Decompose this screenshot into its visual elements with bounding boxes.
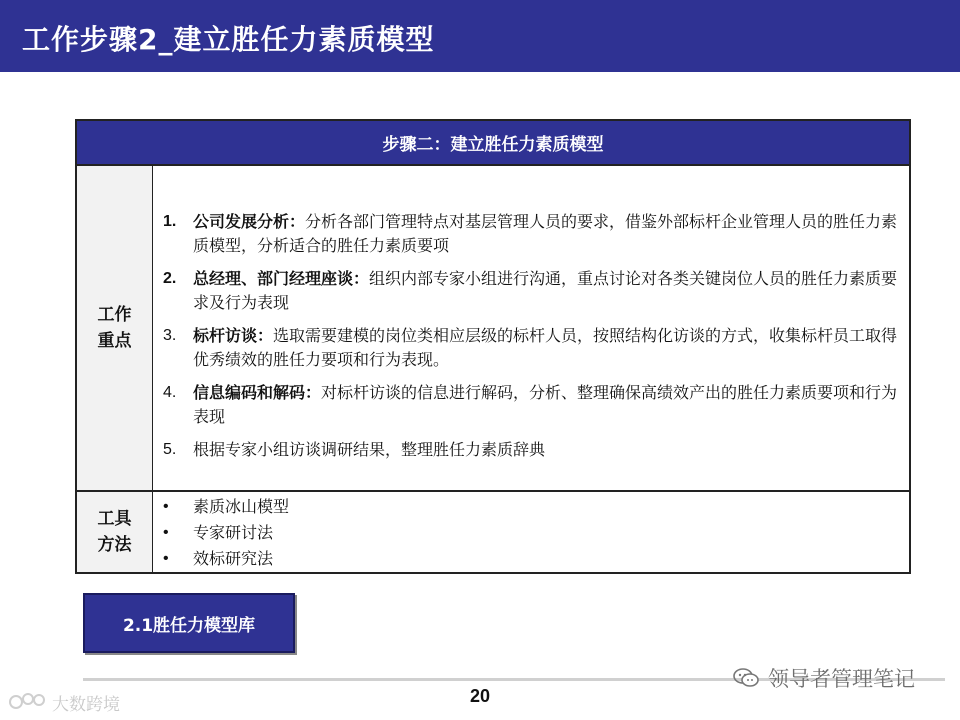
page-number: 20 [469, 686, 491, 706]
tools-label-line: 工具 [97, 509, 132, 529]
work-focus-label-cell [77, 166, 153, 490]
item-number: 4. [163, 384, 177, 401]
tool-text: 素质冰山模型 [193, 497, 290, 516]
bullet: • [163, 550, 169, 567]
tools-label [95, 506, 135, 558]
bullet: • [163, 498, 169, 515]
title-bar [0, 0, 960, 72]
item-keyword: 标杆访谈： [193, 326, 274, 345]
step-table [75, 119, 911, 574]
work-focus-label-line: 工作 [97, 305, 132, 325]
bullet: • [163, 524, 169, 541]
tools-row [77, 492, 909, 572]
item-number: 1. [163, 213, 177, 230]
item-number: 5. [163, 441, 177, 458]
item-keyword: 信息编码和解码： [193, 383, 322, 402]
list-item [163, 546, 289, 572]
list-item [163, 381, 903, 429]
slide-title: 工作步骤2_建立胜任力素质模型 [22, 23, 435, 56]
list-item [163, 324, 903, 372]
brand-logo-icon [8, 691, 48, 713]
list-item [163, 267, 903, 315]
list-item [163, 520, 289, 546]
item-text [193, 267, 903, 315]
item-text [193, 210, 903, 258]
item-text [193, 438, 903, 462]
tool-text: 效标研究法 [193, 549, 274, 568]
table-header [77, 121, 909, 166]
work-focus-label [95, 302, 135, 354]
model-library-button[interactable]: 2.1胜任力模型库 [83, 593, 295, 653]
tools-label-line: 方法 [97, 535, 132, 555]
item-keyword: 公司发展分析： [193, 212, 306, 231]
item-number: 2. [163, 270, 177, 287]
wechat-icon [732, 666, 760, 690]
table-header-text: 步骤二：建立胜任力素质模型 [382, 135, 604, 155]
item-body: 根据专家小组访谈调研结果，整理胜任力素质辞典 [193, 440, 546, 459]
item-body: 组织内部专家小组进行沟通，重点讨论对各类关键岗位人员的胜任力素质要求及行为表现 [193, 269, 898, 312]
work-focus-list [163, 210, 903, 471]
item-text [193, 381, 903, 429]
tools-list [163, 494, 289, 572]
watermark-right-text: 领导者管理笔记 [768, 667, 915, 691]
work-focus-label-line: 重点 [97, 331, 132, 351]
item-body: 对标杆访谈的信息进行解码，分析、整理确保高绩效产出的胜任力素质要项和行为表现 [193, 383, 898, 426]
list-item [163, 210, 903, 258]
item-body: 选取需要建模的岗位类相应层级的标杆人员，按照结构化访谈的方式，收集标杆员工取得优秀绩效的胜任力要项和行为表现。 [193, 326, 898, 369]
item-number: 3. [163, 327, 177, 344]
watermark-left-text: 大数跨境 [52, 694, 120, 715]
watermark-left [8, 687, 120, 717]
tool-text: 专家研讨法 [193, 523, 274, 542]
item-body: 分析各部门管理特点对基层管理人员的要求，借鉴外部标杆企业管理人员的胜任力素质模型，分析适合的胜任力素质要项 [193, 212, 898, 255]
watermark-right [732, 660, 915, 696]
tools-label-cell [77, 492, 153, 572]
work-focus-row [77, 166, 909, 492]
list-item [163, 438, 903, 462]
item-keyword: 总经理、部门经理座谈： [193, 269, 370, 288]
list-item [163, 494, 289, 520]
item-text [193, 324, 903, 372]
